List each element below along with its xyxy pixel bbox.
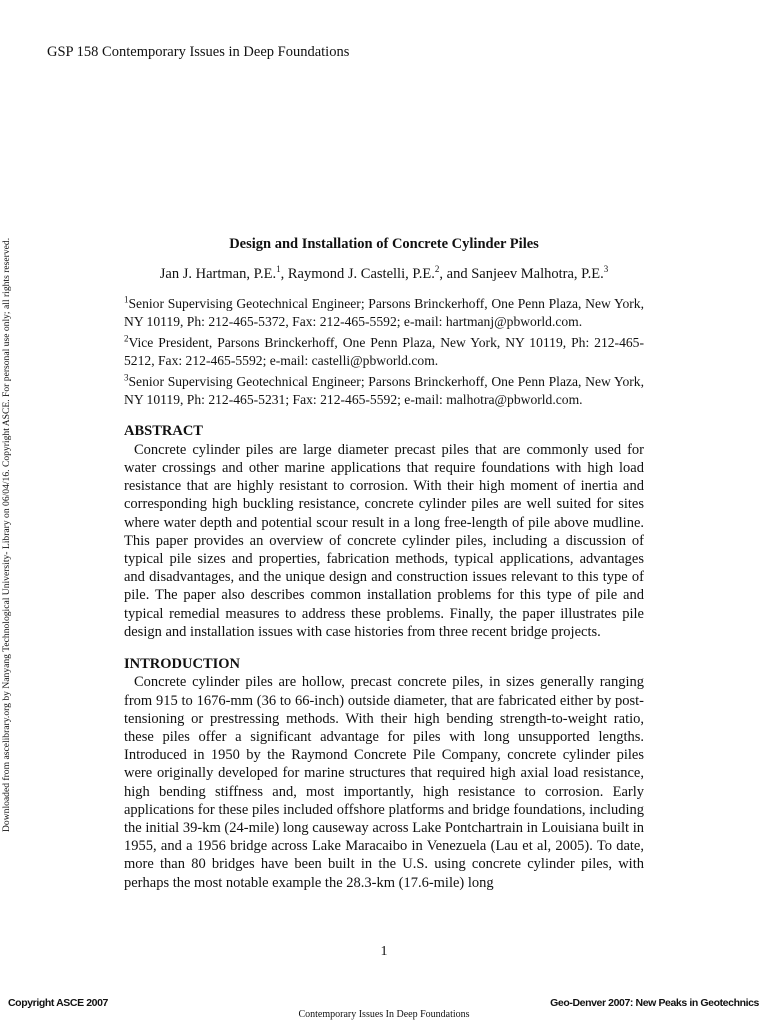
author-castelli: , Raymond J. Castelli, P.E. xyxy=(280,266,435,282)
affiliation-mark: 2 xyxy=(124,333,129,344)
author-mark-3: 3 xyxy=(603,264,609,275)
footer-conference: Geo-Denver 2007: New Peaks in Geotechnics xyxy=(550,997,759,1009)
side-download-notice xyxy=(1,190,13,832)
author-line xyxy=(124,265,644,283)
paper-title: Design and Installation of Concrete Cylinder Piles xyxy=(229,236,539,252)
introduction-text: Concrete cylinder piles are hollow, precast concrete piles, in sizes generally ranging from 915 to 1676-mm (36 to 66-inch) outside diameter, that are fabricated either by post-tensioning or prestressing methods. With their high bending strength-to-weight ratio, these piles offer a significant advantage for piles with long unsupported lengths. Introduced in 1950 by the Raymond Concrete Pile Company, concrete cylinder piles were originally developed for marine structures that required high axial load resistance, high bending stiffness and, most importantly, high resistance to corrosion. Early applications for these piles included offshore platforms and bridge foundations, including the initial 39-km (24-mile) long causeway across Lake Pontchartrain in Louisiana built in 1955, and a 1956 bridge across Lake Maracaibo in Venezuela (Lau et al, 2005). To date, more than 80 bridges have been built in the U.S. using concrete cylinder piles, with perhaps the most notable example the 28.3-km (17.6-mile) long xyxy=(124,674,644,891)
affiliation-text: Senior Supervising Geotechnical Engineer; Parsons Brinckerhoff, One Penn Plaza, New York, NY 10119, Ph: 212-465-5231; Fax: 212-465-5592; e-mail: malhotra@pbworld.com. xyxy=(124,374,644,407)
running-head: GSP 158 Contemporary Issues in Deep Foundations xyxy=(47,44,350,60)
paper-body xyxy=(124,235,644,892)
affiliation-text: Senior Supervising Geotechnical Engineer; Parsons Brinckerhoff, One Penn Plaza, New York, NY 10119, Ph: 212-465-5372, Fax: 212-465-5592; e-mail: hartmanj@pbworld.com. xyxy=(124,296,644,329)
footer-proceedings: Contemporary Issues In Deep Foundations xyxy=(298,1009,470,1020)
abstract-text: Concrete cylinder piles are large diameter precast piles that are commonly used for water crossings and other marine applications that require foundations with high load resistance that are highly resistant to corrosion. With their high moment of inertia and corresponding high buckling resistance, concrete cylinder piles are well suited for sites where water depth and potential scour result in a long free-length of pile above mudline. This paper provides an overview of concrete cylinder piles, including a discussion of typical pile sizes and properties, fabrication methods, typical applications, advantages and disadvantages, and the unique design and construction issues relevant to this type of pile. The paper also describes common installation problems for this type of pile and typical remedial measures to address these problems. Finally, the paper illustrates pile design and installation issues with case histories from three recent bridge projects. xyxy=(124,441,644,640)
footer-copyright: Copyright ASCE 2007 xyxy=(8,997,108,1009)
affiliation-1 xyxy=(124,295,644,330)
abstract-heading: ABSTRACT xyxy=(124,423,203,440)
author-mark-2: 2 xyxy=(434,264,440,275)
affiliation-2 xyxy=(124,334,644,369)
side-download-notice-text: Downloaded from ascelibrary.org by Nanyang Technological University- Library on 06/04/16. Copyright ASCE. For personal use only; all rights reserved. xyxy=(1,237,12,832)
affiliation-text: Vice President, Parsons Brinckerhoff, One Penn Plaza, New York, NY 10119, Ph: 212-465-5212, Fax: 212-465-5592; e-mail: castelli@pbworld.com. xyxy=(124,335,644,368)
affiliation-mark: 1 xyxy=(124,294,129,305)
introduction-heading: INTRODUCTION xyxy=(124,655,241,672)
page-number: 1 xyxy=(380,944,388,959)
author-mark-1: 1 xyxy=(276,264,281,275)
author-hartman: Jan J. Hartman, P.E. xyxy=(159,266,277,282)
affiliation-mark: 3 xyxy=(124,372,129,383)
author-malhotra: , and Sanjeev Malhotra, P.E. xyxy=(439,266,604,282)
affiliation-3 xyxy=(124,373,644,408)
